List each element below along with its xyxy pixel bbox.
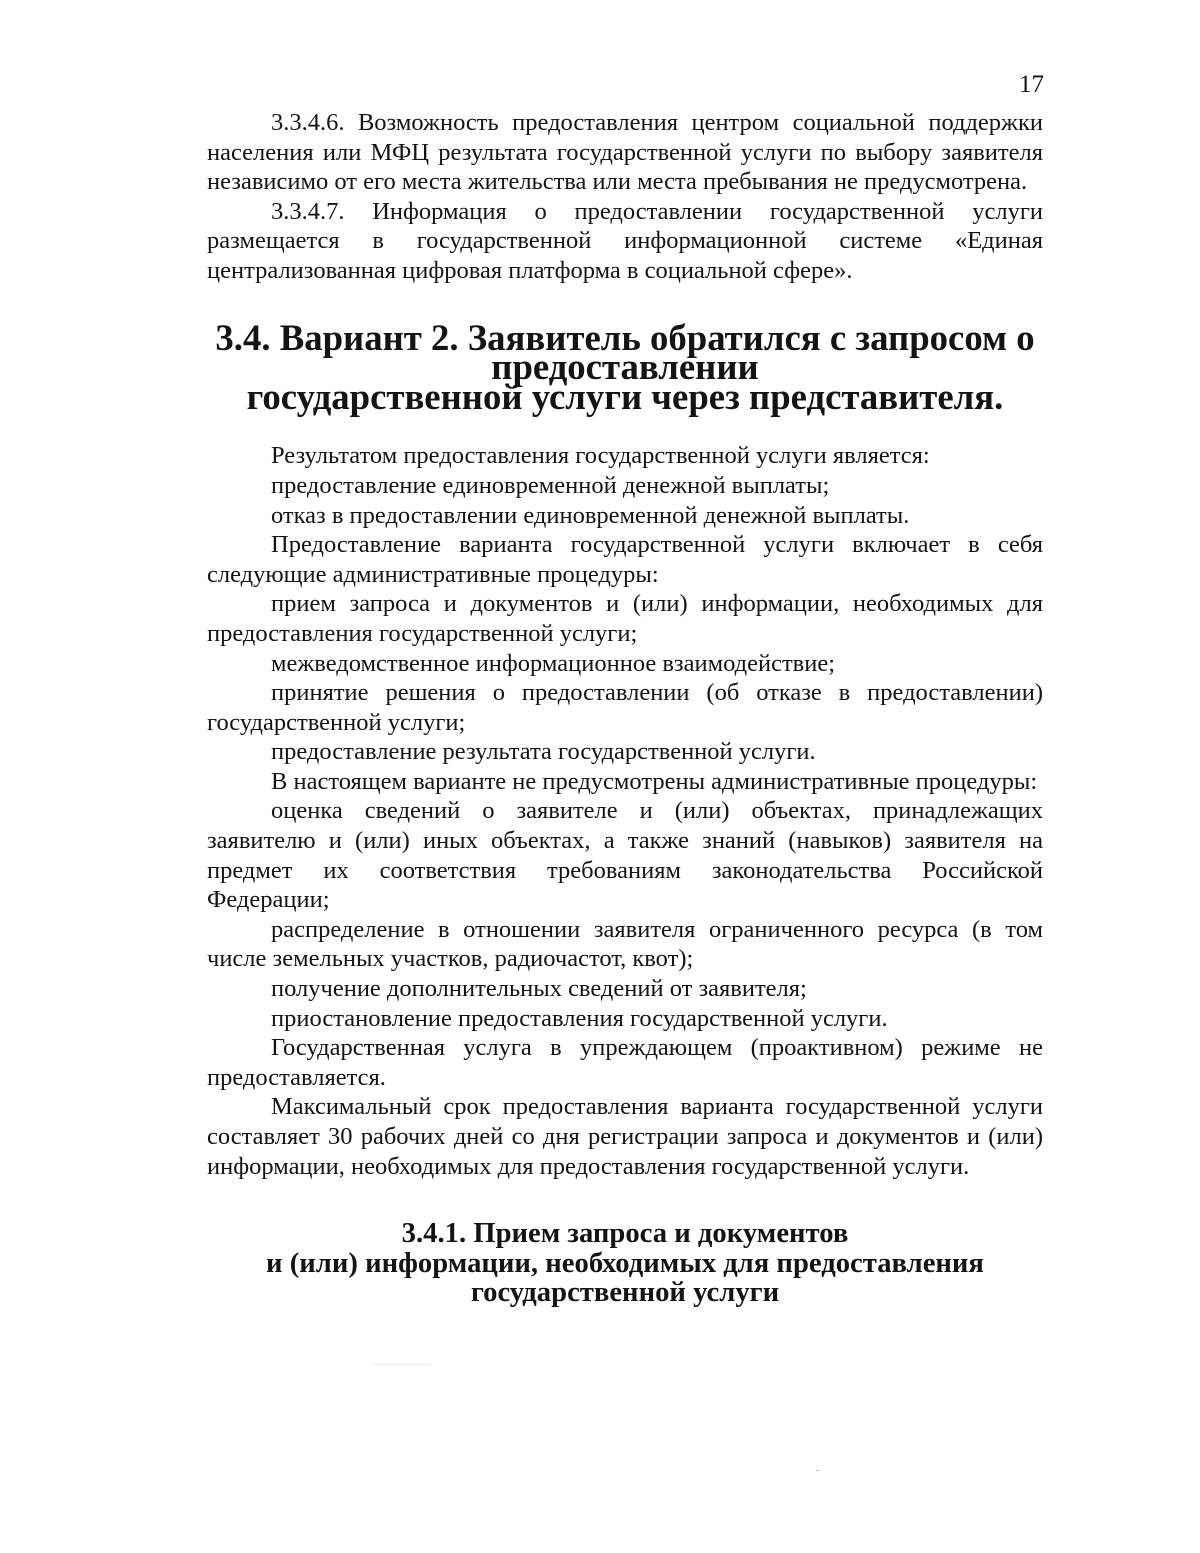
paragraph-max-term: Максимальный срок предоставления варианта государственной услуги составляет 30 рабочих дней со дня регистрации запроса и документов и (или) информации, необходимых для предоставления государственной услуги.: [207, 1093, 1043, 1180]
paragraph-3-3-4-6: 3.3.4.6. Возможность предоставления центром социальной поддержки населения или МФЦ результата государственной услуги по выбору заявителя независимо от его места жительства или места пребывания не предусмотрена.: [207, 109, 1043, 196]
paragraph-result-refusal: отказ в предоставлении единовременной денежной выплаты.: [271, 501, 910, 529]
paragraph-not-provided-distribution: распределение в отношении заявителя ограниченного ресурса (в том числе земельных участков, радиочастот, квот);: [207, 915, 1043, 973]
paragraph-procedure-interagency: межведомственное информационное взаимодействие;: [271, 649, 836, 677]
scan-speck: [816, 1470, 819, 1471]
section-heading-3-4-line-1: 3.4. Вариант 2. Заявитель обратился с запросом о предоставлении: [215, 316, 1035, 388]
paragraph-not-provided-suspension: приостановление предоставления государственной услуги.: [271, 1004, 888, 1032]
paragraph-not-provided-intro: В настоящем варианте не предусмотрены административные процедуры:: [271, 767, 1038, 795]
section-heading-3-4-1-line-1: 3.4.1. Прием запроса и документов: [401, 1217, 849, 1250]
section-heading-3-4-line-2: государственной услуги через представителя.: [246, 375, 1004, 417]
paragraph-not-provided-additional-info: получение дополнительных сведений от заявителя;: [271, 975, 807, 1003]
paragraph-3-3-4-7: 3.3.4.7. Информация о предоставлении государственной услуги размещается в государственной информационной системе «Единая централизованная цифровая платформа в социальной сфере».: [207, 197, 1043, 284]
section-heading-3-4-1: [207, 1219, 1043, 1308]
paragraph-procedure-decision: принятие решения о предоставлении (об отказе в предоставлении) государственной услуги;: [207, 679, 1043, 736]
paragraph-result-payment: предоставление единовременной денежной выплаты;: [271, 471, 830, 499]
page-number: 17: [1019, 71, 1044, 98]
paragraph-procedure-reception: прием запроса и документов и (или) информации, необходимых для предоставления государственной услуги;: [207, 590, 1043, 647]
page-content: [207, 108, 1043, 1308]
paragraph-proactive-mode: Государственная услуга в упреждающем (проактивном) режиме не предоставляется.: [207, 1034, 1043, 1091]
section-heading-3-4-1-line-2: и (или) информации, необходимых для предоставления: [266, 1246, 984, 1279]
paragraph-not-provided-assessment: оценка сведений о заявителе и (или) объектах, принадлежащих заявителю и (или) иных объектах, а также знаний (навыков) заявителя на предмет их соответствия требованиям законодательства Российской Федерации;: [207, 797, 1043, 914]
paragraph-procedure-delivery: предоставление результата государственной услуги.: [271, 738, 816, 766]
scan-speck: [371, 1364, 431, 1365]
paragraph-procedures-intro: Предоставление варианта государственной услуги включает в себя следующие административные процедуры:: [207, 531, 1043, 588]
section-heading-3-4-1-line-3: государственной услуги: [470, 1276, 780, 1309]
paragraph-result-intro: Результатом предоставления государственной услуги является:: [271, 442, 930, 470]
section-heading-3-4: [207, 316, 1043, 417]
